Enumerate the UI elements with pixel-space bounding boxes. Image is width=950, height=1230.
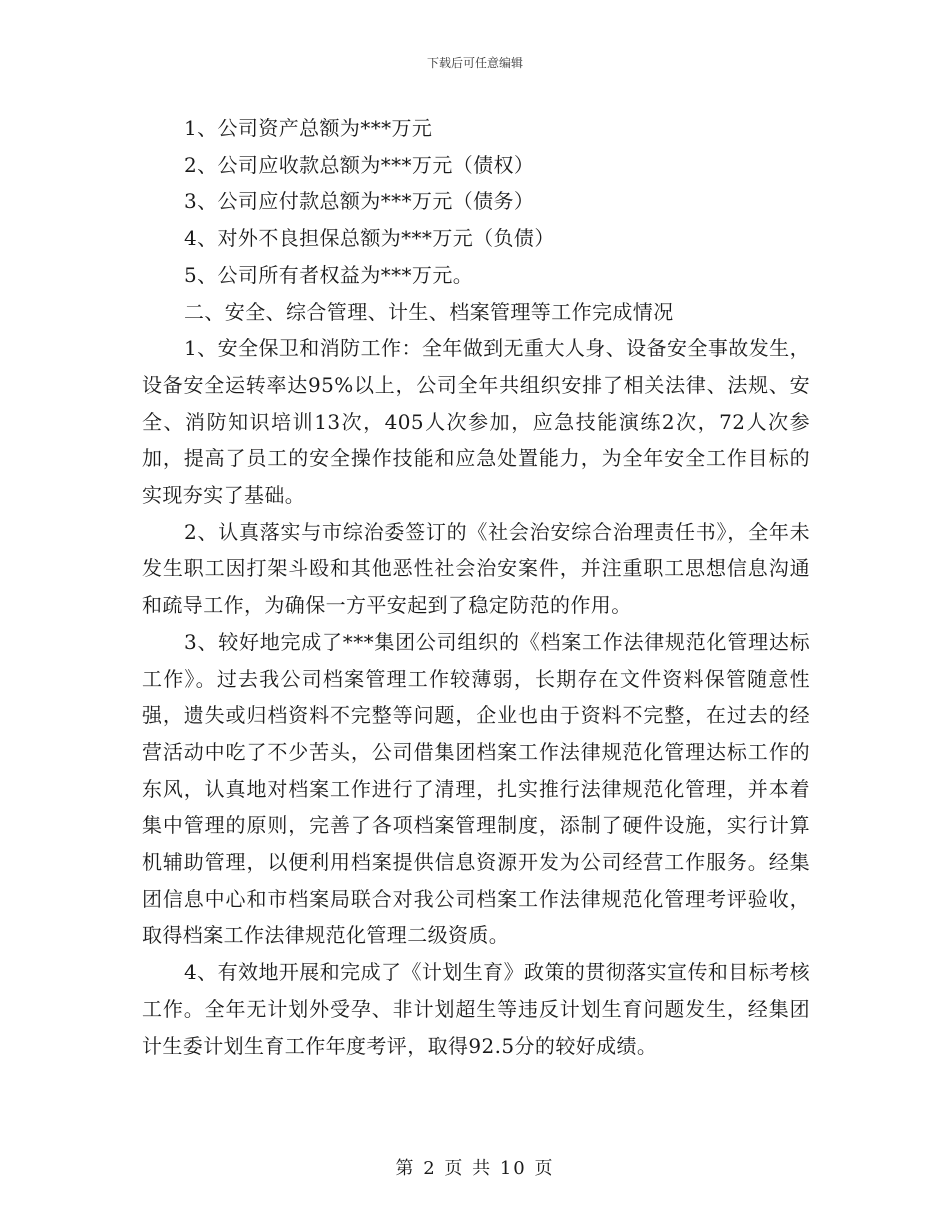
paragraph-archives: 3、较好地完成了***集团公司组织的《档案工作法律规范化管理达标工作》。过去我公司档案管理工作较薄弱，长期存在文件资料保管随意性强，遗失或归档资料不完整等问题，企业也由于资料不完整，在过去的经营活动中吃了不少苦头，公司借集团档案工作法律规范化管理达标工作的东风，认真地对档案工作进行了清理，扎实推行法律规范化管理，并本着集中管理的原则，完善了各项档案管理制度，添制了硬件设施，实行计算机辅助管理，以便利用档案提供信息资源开发为公司经营工作服务。经集团信息中心和市档案局联合对我公司档案工作法律规范化管理考评验收，取得档案工作法律规范化管理二级资质。 (142, 629, 810, 948)
list-item: 5、公司所有者权益为***万元。 (184, 262, 474, 287)
list-item: 2、公司应收款总额为***万元（债权） (184, 152, 535, 177)
list-item: 3、公司应付款总额为***万元（债务） (184, 189, 535, 214)
page-number: 第 2 页 共 10 页 (395, 1158, 555, 1179)
header-note: 下载后可任意编辑 (426, 56, 523, 70)
paragraph-public-security: 2、认真落实与市综治委签订的《社会治安综合治理责任书》，全年未发生职工因打架斗殴和其他恶性社会治安案件，并注重职工思想信息沟通和疏导工作，为确保一方平安起到了稳定防范的作用。 (142, 519, 810, 618)
list-item: 1、公司资产总额为***万元 (184, 116, 433, 140)
list-item: 4、对外不良担保总额为***万元（负债） (184, 226, 555, 251)
section-heading: 二、安全、综合管理、计生、档案管理等工作完成情况 (184, 299, 674, 324)
document-body (142, 110, 810, 1064)
paragraph-safety: 1、安全保卫和消防工作：全年做到无重大人身、设备安全事故发生，设备安全运转率达95%以上，公司全年共组织安排了相关法律、法规、安全、消防知识培训13次，405人次参加，应急技能演练2次，72人次参加，提高了员工的安全操作技能和应急处置能力，为全年安全工作目标的实现夯实了基础。 (142, 336, 810, 508)
paragraph-family-planning: 4、有效地开展和完成了《计划生育》政策的贯彻落实宣传和目标考核工作。全年无计划外受孕、非计划超生等违反计划生育问题发生，经集团计生委计划生育工作年度考评，取得92.5分的较好成绩。 (142, 960, 810, 1058)
